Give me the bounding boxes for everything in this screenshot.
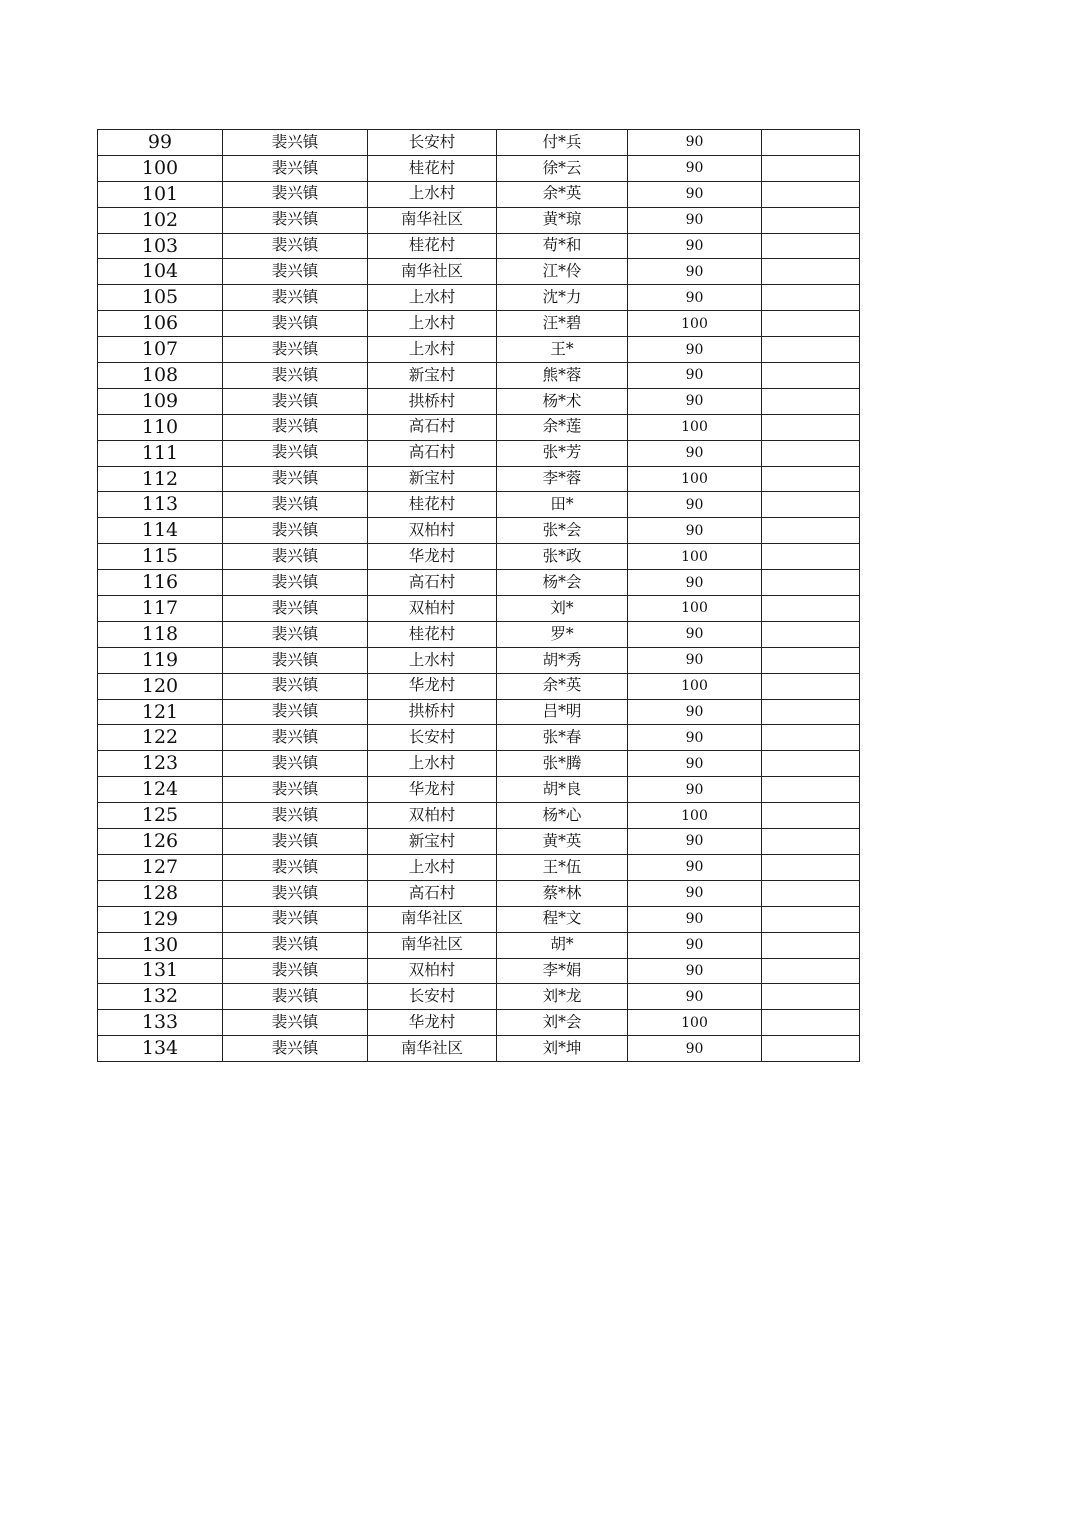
cell-row-number: 120 [98, 673, 223, 699]
cell-village: 桂花村 [368, 155, 497, 181]
cell-amount: 90 [628, 984, 762, 1010]
cell-note [762, 155, 860, 181]
cell-village: 南华社区 [368, 207, 497, 233]
cell-note [762, 699, 860, 725]
cell-town: 裴兴镇 [223, 388, 368, 414]
cell-town: 裴兴镇 [223, 803, 368, 829]
cell-row-number: 122 [98, 725, 223, 751]
cell-name: 杨*术 [497, 388, 628, 414]
cell-row-number: 133 [98, 1010, 223, 1036]
cell-town: 裴兴镇 [223, 777, 368, 803]
cell-row-number: 109 [98, 388, 223, 414]
cell-note [762, 932, 860, 958]
cell-note [762, 363, 860, 389]
cell-note [762, 181, 860, 207]
table-row [98, 958, 860, 984]
cell-village: 华龙村 [368, 777, 497, 803]
cell-name: 吕*明 [497, 699, 628, 725]
cell-village: 上水村 [368, 647, 497, 673]
table-row [98, 207, 860, 233]
cell-row-number: 104 [98, 259, 223, 285]
table-row [98, 854, 860, 880]
table-row [98, 570, 860, 596]
cell-note [762, 673, 860, 699]
cell-note [762, 285, 860, 311]
cell-amount: 90 [628, 518, 762, 544]
cell-row-number: 105 [98, 285, 223, 311]
cell-note [762, 518, 860, 544]
table-row [98, 492, 860, 518]
cell-note [762, 1010, 860, 1036]
cell-name: 罗* [497, 621, 628, 647]
cell-row-number: 132 [98, 984, 223, 1010]
cell-town: 裴兴镇 [223, 518, 368, 544]
cell-amount: 100 [628, 414, 762, 440]
cell-amount: 90 [628, 932, 762, 958]
cell-note [762, 233, 860, 259]
cell-amount: 90 [628, 751, 762, 777]
cell-name: 程*文 [497, 906, 628, 932]
cell-town: 裴兴镇 [223, 673, 368, 699]
cell-village: 双柏村 [368, 518, 497, 544]
cell-row-number: 101 [98, 181, 223, 207]
table-row [98, 440, 860, 466]
cell-name: 黄*英 [497, 829, 628, 855]
cell-village: 新宝村 [368, 363, 497, 389]
cell-town: 裴兴镇 [223, 363, 368, 389]
cell-note [762, 829, 860, 855]
cell-amount: 90 [628, 906, 762, 932]
cell-row-number: 103 [98, 233, 223, 259]
cell-village: 高石村 [368, 414, 497, 440]
cell-village: 上水村 [368, 181, 497, 207]
cell-note [762, 388, 860, 414]
cell-village: 上水村 [368, 751, 497, 777]
cell-town: 裴兴镇 [223, 725, 368, 751]
cell-town: 裴兴镇 [223, 544, 368, 570]
table-row [98, 699, 860, 725]
cell-town: 裴兴镇 [223, 596, 368, 622]
table-row [98, 337, 860, 363]
cell-note [762, 414, 860, 440]
cell-town: 裴兴镇 [223, 984, 368, 1010]
cell-note [762, 544, 860, 570]
table-row [98, 829, 860, 855]
cell-name: 刘*坤 [497, 1036, 628, 1062]
cell-name: 苟*和 [497, 233, 628, 259]
cell-name: 杨*会 [497, 570, 628, 596]
cell-town: 裴兴镇 [223, 233, 368, 259]
cell-row-number: 134 [98, 1036, 223, 1062]
cell-village: 双柏村 [368, 958, 497, 984]
cell-village: 高石村 [368, 440, 497, 466]
table-row [98, 906, 860, 932]
cell-town: 裴兴镇 [223, 570, 368, 596]
cell-amount: 100 [628, 803, 762, 829]
cell-row-number: 111 [98, 440, 223, 466]
table-row [98, 647, 860, 673]
cell-note [762, 751, 860, 777]
cell-amount: 90 [628, 233, 762, 259]
cell-note [762, 130, 860, 156]
cell-row-number: 126 [98, 829, 223, 855]
cell-amount: 90 [628, 1036, 762, 1062]
cell-name: 张*腾 [497, 751, 628, 777]
cell-note [762, 777, 860, 803]
table-row [98, 363, 860, 389]
cell-name: 刘*龙 [497, 984, 628, 1010]
cell-amount: 100 [628, 596, 762, 622]
cell-town: 裴兴镇 [223, 647, 368, 673]
cell-amount: 100 [628, 544, 762, 570]
table-row [98, 414, 860, 440]
cell-note [762, 440, 860, 466]
cell-name: 刘* [497, 596, 628, 622]
cell-amount: 90 [628, 130, 762, 156]
cell-village: 双柏村 [368, 596, 497, 622]
cell-amount: 100 [628, 673, 762, 699]
cell-row-number: 108 [98, 363, 223, 389]
cell-row-number: 118 [98, 621, 223, 647]
cell-amount: 90 [628, 440, 762, 466]
cell-town: 裴兴镇 [223, 181, 368, 207]
cell-row-number: 100 [98, 155, 223, 181]
cell-row-number: 128 [98, 880, 223, 906]
cell-row-number: 114 [98, 518, 223, 544]
cell-amount: 90 [628, 958, 762, 984]
table-row [98, 803, 860, 829]
cell-village: 桂花村 [368, 233, 497, 259]
cell-note [762, 1036, 860, 1062]
cell-village: 桂花村 [368, 621, 497, 647]
cell-village: 华龙村 [368, 673, 497, 699]
cell-town: 裴兴镇 [223, 621, 368, 647]
cell-amount: 90 [628, 699, 762, 725]
cell-village: 上水村 [368, 311, 497, 337]
cell-name: 张*政 [497, 544, 628, 570]
cell-row-number: 124 [98, 777, 223, 803]
cell-village: 长安村 [368, 984, 497, 1010]
cell-name: 余*英 [497, 181, 628, 207]
cell-village: 新宝村 [368, 829, 497, 855]
cell-note [762, 854, 860, 880]
cell-village: 上水村 [368, 337, 497, 363]
cell-name: 张*会 [497, 518, 628, 544]
cell-row-number: 110 [98, 414, 223, 440]
cell-town: 裴兴镇 [223, 906, 368, 932]
cell-name: 沈*力 [497, 285, 628, 311]
cell-name: 李*娟 [497, 958, 628, 984]
cell-name: 黄*琼 [497, 207, 628, 233]
cell-name: 江*伶 [497, 259, 628, 285]
cell-name: 余*莲 [497, 414, 628, 440]
cell-amount: 100 [628, 1010, 762, 1036]
table-row [98, 130, 860, 156]
cell-note [762, 337, 860, 363]
table-row [98, 777, 860, 803]
cell-row-number: 117 [98, 596, 223, 622]
cell-row-number: 116 [98, 570, 223, 596]
cell-village: 上水村 [368, 854, 497, 880]
cell-row-number: 115 [98, 544, 223, 570]
cell-village: 华龙村 [368, 544, 497, 570]
cell-town: 裴兴镇 [223, 414, 368, 440]
cell-amount: 90 [628, 285, 762, 311]
cell-amount: 90 [628, 854, 762, 880]
cell-town: 裴兴镇 [223, 880, 368, 906]
table-row [98, 388, 860, 414]
cell-row-number: 125 [98, 803, 223, 829]
cell-row-number: 99 [98, 130, 223, 156]
cell-village: 新宝村 [368, 466, 497, 492]
cell-amount: 90 [628, 207, 762, 233]
table-row [98, 984, 860, 1010]
table-row [98, 1036, 860, 1062]
cell-town: 裴兴镇 [223, 958, 368, 984]
data-table [97, 129, 860, 1062]
cell-note [762, 259, 860, 285]
table-row [98, 518, 860, 544]
cell-row-number: 106 [98, 311, 223, 337]
cell-amount: 90 [628, 181, 762, 207]
cell-town: 裴兴镇 [223, 932, 368, 958]
cell-town: 裴兴镇 [223, 337, 368, 363]
cell-amount: 90 [628, 725, 762, 751]
cell-amount: 90 [628, 880, 762, 906]
cell-town: 裴兴镇 [223, 155, 368, 181]
cell-name: 熊*蓉 [497, 363, 628, 389]
cell-note [762, 906, 860, 932]
cell-name: 胡* [497, 932, 628, 958]
table-row [98, 259, 860, 285]
cell-note [762, 207, 860, 233]
table-row [98, 621, 860, 647]
cell-name: 胡*良 [497, 777, 628, 803]
table-body [98, 130, 860, 1062]
cell-village: 南华社区 [368, 259, 497, 285]
cell-note [762, 647, 860, 673]
cell-note [762, 596, 860, 622]
cell-amount: 90 [628, 829, 762, 855]
cell-amount: 90 [628, 647, 762, 673]
cell-town: 裴兴镇 [223, 285, 368, 311]
cell-row-number: 129 [98, 906, 223, 932]
cell-village: 高石村 [368, 880, 497, 906]
cell-village: 长安村 [368, 725, 497, 751]
cell-note [762, 958, 860, 984]
cell-name: 汪*碧 [497, 311, 628, 337]
cell-name: 余*英 [497, 673, 628, 699]
cell-row-number: 102 [98, 207, 223, 233]
cell-town: 裴兴镇 [223, 1010, 368, 1036]
table-row [98, 751, 860, 777]
cell-row-number: 107 [98, 337, 223, 363]
cell-note [762, 570, 860, 596]
cell-amount: 90 [628, 492, 762, 518]
table-row [98, 155, 860, 181]
cell-village: 长安村 [368, 130, 497, 156]
cell-name: 徐*云 [497, 155, 628, 181]
cell-row-number: 130 [98, 932, 223, 958]
cell-name: 张*春 [497, 725, 628, 751]
cell-town: 裴兴镇 [223, 699, 368, 725]
cell-note [762, 466, 860, 492]
cell-note [762, 725, 860, 751]
table-row [98, 880, 860, 906]
cell-amount: 90 [628, 570, 762, 596]
cell-name: 田* [497, 492, 628, 518]
table-row [98, 932, 860, 958]
cell-note [762, 492, 860, 518]
cell-village: 双柏村 [368, 803, 497, 829]
cell-row-number: 112 [98, 466, 223, 492]
cell-name: 胡*秀 [497, 647, 628, 673]
table-row [98, 181, 860, 207]
cell-village: 上水村 [368, 285, 497, 311]
table-row [98, 673, 860, 699]
cell-town: 裴兴镇 [223, 829, 368, 855]
cell-name: 李*蓉 [497, 466, 628, 492]
cell-town: 裴兴镇 [223, 492, 368, 518]
cell-village: 华龙村 [368, 1010, 497, 1036]
table-row [98, 311, 860, 337]
cell-name: 王* [497, 337, 628, 363]
cell-amount: 90 [628, 777, 762, 803]
cell-town: 裴兴镇 [223, 1036, 368, 1062]
cell-town: 裴兴镇 [223, 751, 368, 777]
table-row [98, 285, 860, 311]
cell-amount: 90 [628, 259, 762, 285]
cell-amount: 90 [628, 621, 762, 647]
cell-town: 裴兴镇 [223, 259, 368, 285]
cell-name: 王*伍 [497, 854, 628, 880]
cell-town: 裴兴镇 [223, 466, 368, 492]
cell-row-number: 121 [98, 699, 223, 725]
table-row [98, 466, 860, 492]
cell-amount: 90 [628, 337, 762, 363]
cell-amount: 100 [628, 311, 762, 337]
cell-row-number: 127 [98, 854, 223, 880]
cell-village: 南华社区 [368, 1036, 497, 1062]
cell-note [762, 984, 860, 1010]
cell-village: 高石村 [368, 570, 497, 596]
cell-note [762, 803, 860, 829]
cell-name: 付*兵 [497, 130, 628, 156]
cell-row-number: 123 [98, 751, 223, 777]
cell-row-number: 119 [98, 647, 223, 673]
cell-town: 裴兴镇 [223, 311, 368, 337]
cell-note [762, 621, 860, 647]
cell-village: 拱桥村 [368, 699, 497, 725]
cell-amount: 90 [628, 363, 762, 389]
cell-name: 杨*心 [497, 803, 628, 829]
cell-town: 裴兴镇 [223, 440, 368, 466]
table-row [98, 1010, 860, 1036]
cell-amount: 90 [628, 155, 762, 181]
cell-name: 蔡*林 [497, 880, 628, 906]
cell-town: 裴兴镇 [223, 130, 368, 156]
cell-row-number: 113 [98, 492, 223, 518]
table-row [98, 596, 860, 622]
cell-village: 桂花村 [368, 492, 497, 518]
cell-amount: 100 [628, 466, 762, 492]
cell-note [762, 880, 860, 906]
table-row [98, 544, 860, 570]
cell-village: 拱桥村 [368, 388, 497, 414]
cell-village: 南华社区 [368, 932, 497, 958]
cell-town: 裴兴镇 [223, 854, 368, 880]
cell-village: 南华社区 [368, 906, 497, 932]
cell-row-number: 131 [98, 958, 223, 984]
cell-amount: 90 [628, 388, 762, 414]
cell-town: 裴兴镇 [223, 207, 368, 233]
table-row [98, 725, 860, 751]
table-row [98, 233, 860, 259]
cell-name: 张*芳 [497, 440, 628, 466]
cell-name: 刘*会 [497, 1010, 628, 1036]
cell-note [762, 311, 860, 337]
